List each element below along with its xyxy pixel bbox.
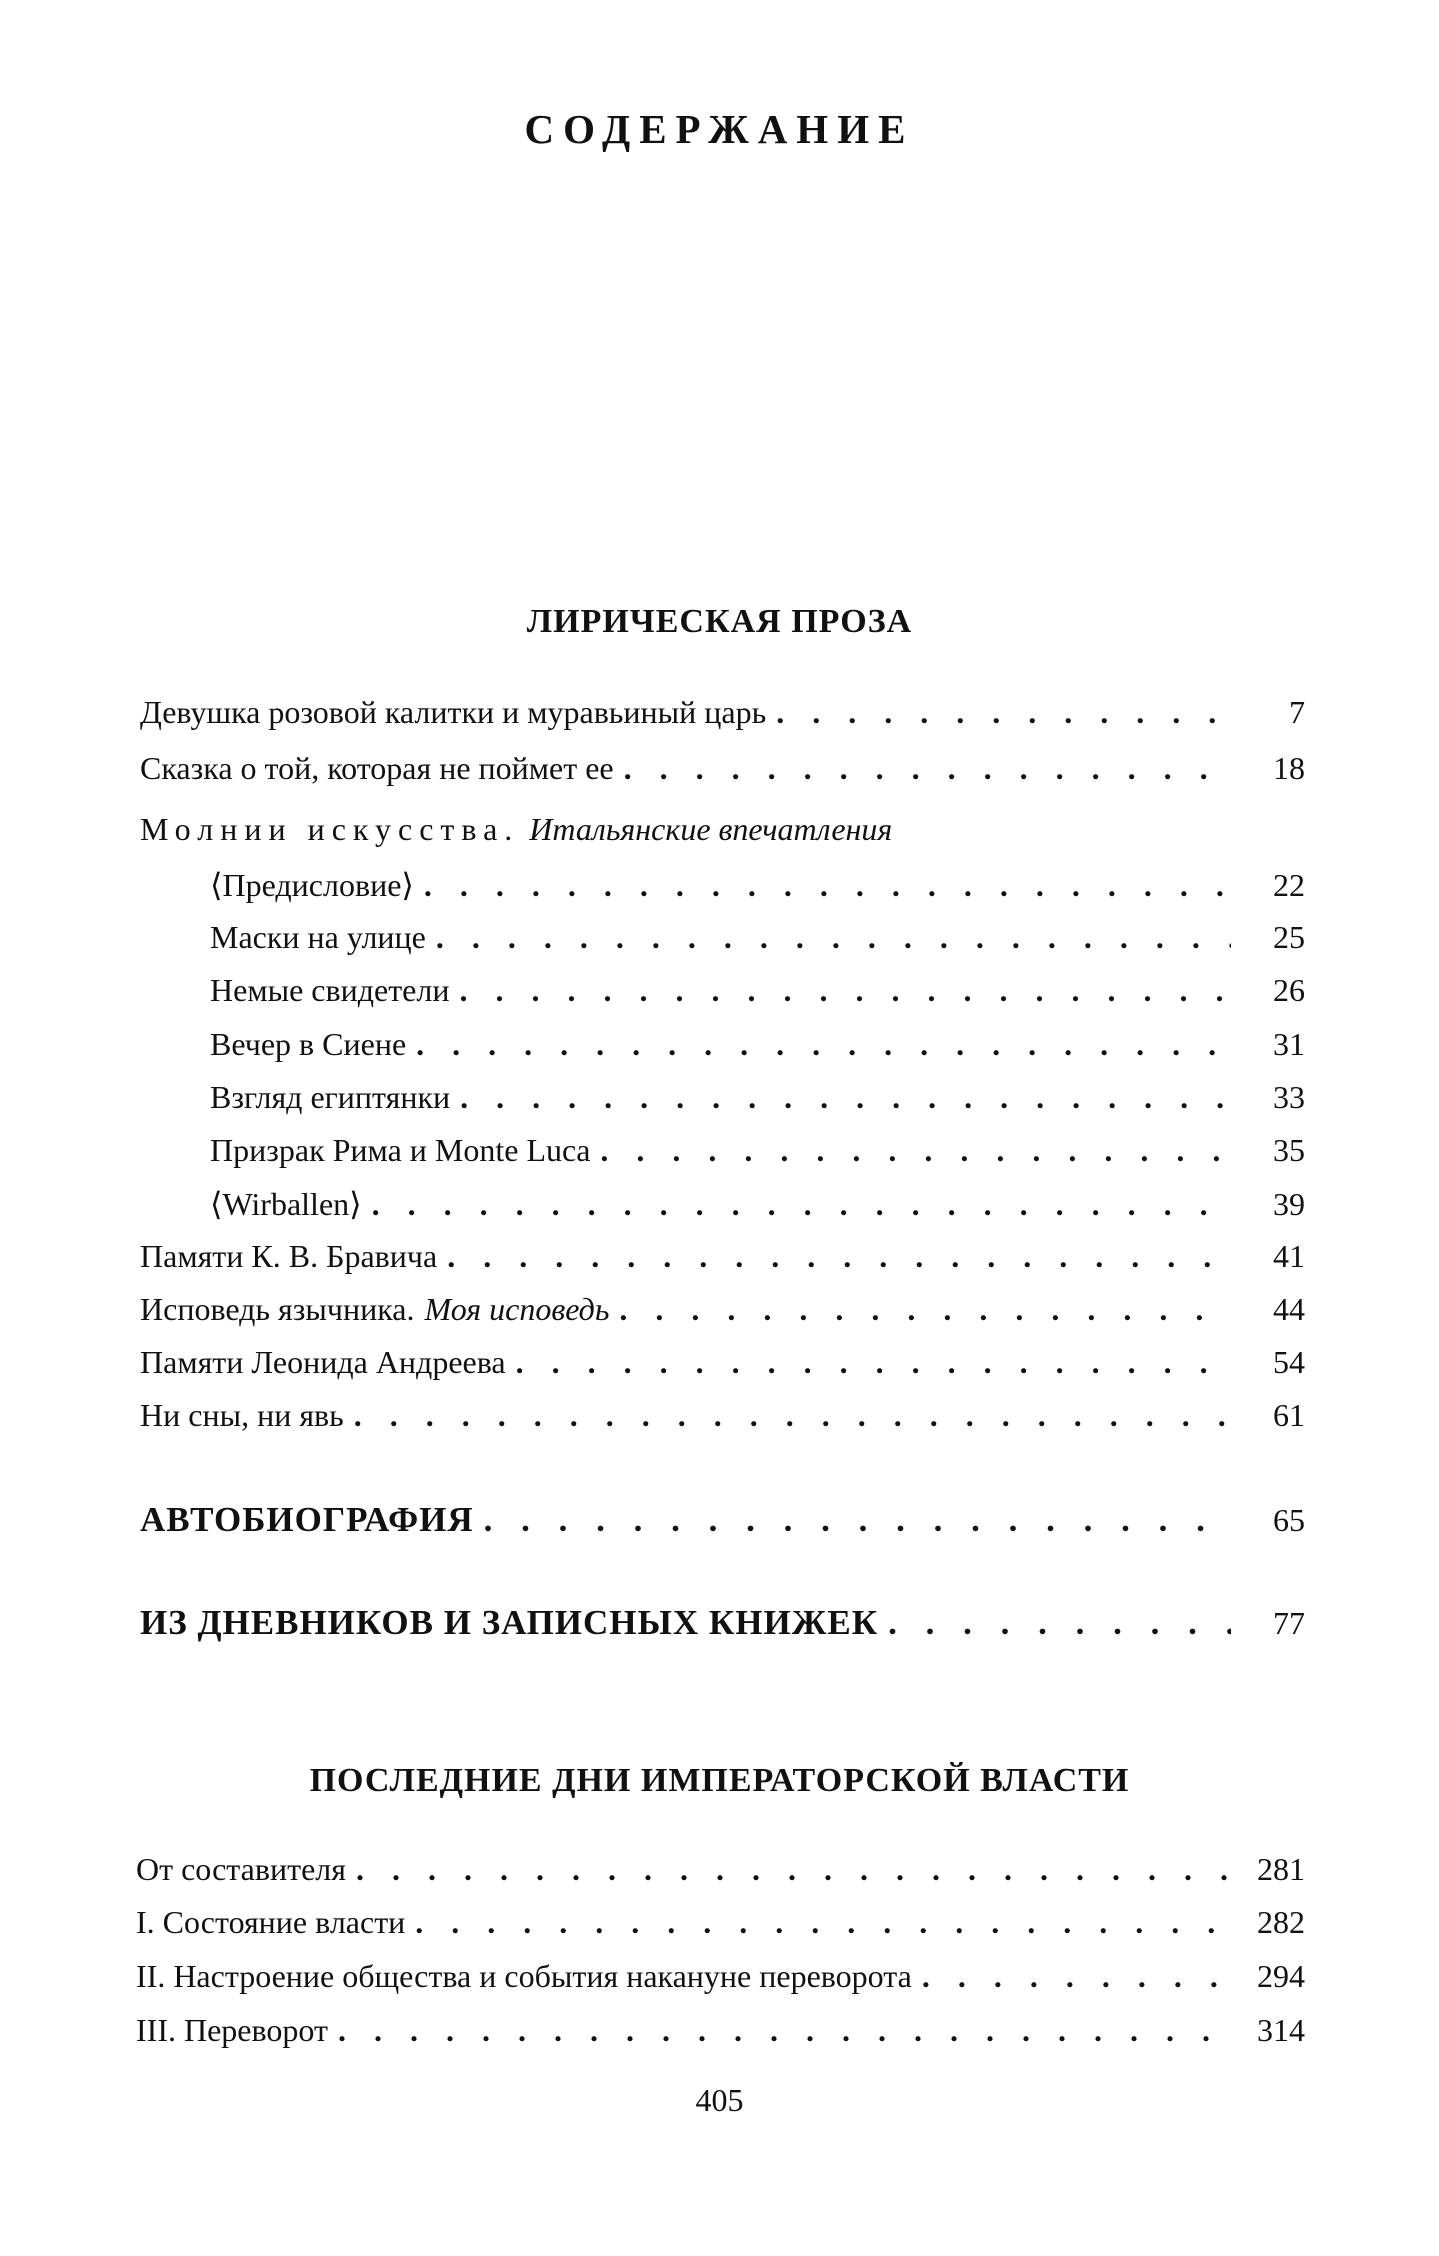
toc-entry-page: 25 [1273,919,1305,955]
toc-entry-page: 314 [1257,2012,1305,2048]
toc-entry-title: ⟨Wirballen⟩ [210,1186,362,1222]
toc-subentry [210,1026,1305,1076]
toc-entry [140,1291,1305,1341]
dot-leader [776,694,1231,731]
dot-leader [484,1500,1231,1540]
dot-leader [922,1958,1231,1995]
toc-entry-page: 22 [1273,867,1305,903]
toc-entry-title: Ни сны, ни явь [140,1397,344,1433]
toc-entry-page: 281 [1257,1851,1305,1887]
toc-major-entry [140,1500,1305,1550]
dot-leader [415,1904,1231,1941]
dot-leader [460,1079,1231,1116]
dot-leader [459,972,1231,1009]
toc-entry-subtitle: Моя исповедь [424,1291,610,1327]
toc-entry-page: 7 [1289,694,1305,730]
toc-entry-title: АВТОБИОГРАФИЯ [140,1500,474,1539]
toc-entry-title: ⟨Предисловие⟩ [210,867,414,903]
toc-subentry [210,1185,1305,1235]
dot-leader [600,1132,1231,1169]
dot-leader [354,1397,1231,1434]
toc-entry [136,2012,1305,2062]
dot-leader [424,867,1231,904]
toc-entry-page: 26 [1273,972,1305,1008]
dot-leader [436,919,1231,956]
toc-entry-page: 54 [1273,1344,1305,1380]
toc-entry-page: 33 [1273,1079,1305,1115]
toc-entry-page: 18 [1273,750,1305,786]
toc-entry-title: Взгляд египтянки [210,1079,451,1115]
toc-entry-page: 294 [1257,1958,1305,1994]
toc-entry-page: 282 [1257,1904,1305,1940]
dot-leader [516,1344,1231,1381]
page-title: СОДЕРЖАНИЕ [524,106,915,152]
toc-entry-title: ИЗ ДНЕВНИКОВ И ЗАПИСНЫХ КНИЖЕК [140,1603,879,1642]
toc-entry-title: Памяти К. В. Бравича [140,1238,438,1274]
page-number: 405 [695,2082,744,2118]
toc-entry-page: 35 [1273,1132,1305,1168]
toc-entry [140,1344,1305,1394]
toc-entry [136,1851,1305,1901]
section-heading-lyrical-prose: ЛИРИЧЕСКАЯ ПРОЗА [526,603,913,640]
toc-entry-title: Призрак Рима и Monte Luca [210,1132,591,1168]
toc-entry-page: 41 [1273,1238,1305,1274]
toc-entry-title: Немые свидетели [210,972,450,1008]
toc-subentry [210,866,1305,916]
toc-entry-title: II. Настроение общества и события накануне переворота [136,1958,912,1994]
toc-entry-title: Вечер в Сиене [210,1026,407,1062]
toc-subentry [210,919,1305,969]
toc-entry-page: 65 [1273,1502,1305,1538]
toc-subentry [210,972,1305,1022]
dot-leader [888,1603,1231,1643]
toc-cycle-title: Молнии искусства. [140,811,520,847]
toc-entry-page: 31 [1273,1026,1305,1062]
toc-entry-page: 77 [1273,1605,1305,1641]
toc-entry-title: Маски на улице [210,919,426,955]
toc-entry-title: Памяти Леонида Андреева [140,1344,506,1380]
toc-entry-title: От составителя [136,1851,346,1887]
toc-entry-page: 44 [1273,1291,1305,1327]
toc-entry-title: Исповедь язычника. [140,1291,415,1327]
toc-subentry [210,1079,1305,1129]
dot-leader [624,750,1231,787]
dot-leader [338,2012,1231,2049]
toc-entry-title: Сказка о той, которая не поймет ее [140,750,614,786]
dot-leader [619,1291,1231,1328]
toc-cycle-heading [140,811,1305,861]
dot-leader [372,1186,1231,1223]
toc-entry-title: Девушка розовой калитки и муравьиный царь [140,694,767,730]
toc-major-entry [140,1603,1305,1653]
toc-entry [140,1238,1305,1288]
toc-entry-title: I. Состояние власти [136,1904,406,1940]
dot-leader [447,1238,1231,1275]
toc-subentry [210,1132,1305,1182]
toc-entry-page: 61 [1273,1397,1305,1433]
dot-leader [416,1026,1231,1063]
toc-entry [140,750,1305,800]
toc-cycle-subtitle: Итальянские впечатления [529,811,893,847]
toc-entry [136,1958,1305,2008]
toc-entry-page: 39 [1273,1186,1305,1222]
toc-entry [140,1397,1305,1447]
dot-leader [356,1851,1231,1888]
toc-entry [140,694,1305,744]
section-heading-last-days: ПОСЛЕДНИЕ ДНИ ИМПЕРАТОРСКОЙ ВЛАСТИ [309,1762,1130,1799]
toc-entry [136,1904,1305,1954]
toc-entry-title: III. Переворот [136,2012,328,2048]
